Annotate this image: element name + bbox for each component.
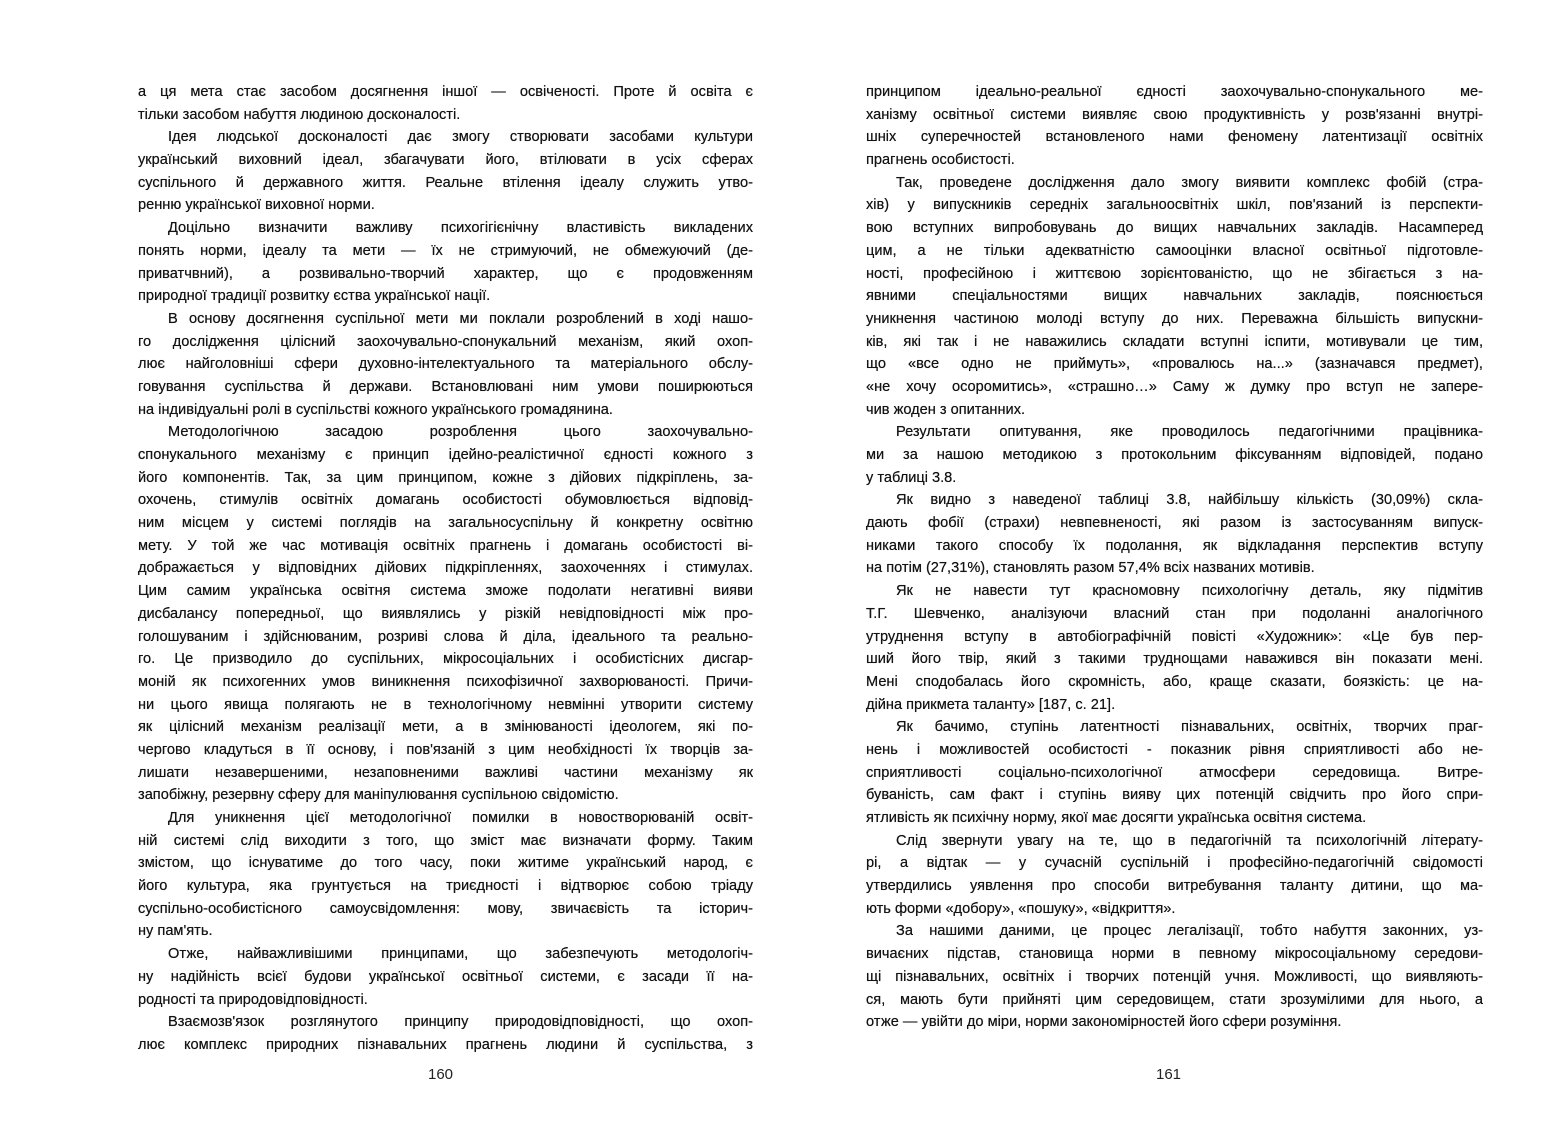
text-line: на потім (27,31%), становлять разом 57,4% всіх названих мотивів. bbox=[866, 560, 1315, 577]
text-line: Ідея людської досконалості дає змогу створювати засобами культури bbox=[168, 129, 753, 146]
text-line: дображається у відповідних дійових підкріпленнях, заохоченнях і стимулах. bbox=[138, 560, 753, 577]
text-line: «не хочу осоромитись», «страшно…» Саму ж думку про вступ не запере- bbox=[866, 378, 1483, 395]
text-line: ності, професійною і життєвою зорієнтованістю, що не збігається з на- bbox=[866, 265, 1483, 282]
text-line: За нашими даними, це процес легалізації, тобто набуття законних, уз- bbox=[896, 923, 1483, 940]
text-line: мету. У той же час мотивація освітніх прагнень і домагань особистості ві- bbox=[138, 537, 753, 554]
text-line: ни цього явища полягають не в технологічному невмінні утворити систему bbox=[138, 696, 753, 713]
text-line: ним місцем у системі поглядів на загальносуспільну й конкретну освітню bbox=[138, 515, 753, 532]
text-line: утвердились уявлення про способи витребування таланту дитини, що ма- bbox=[866, 878, 1483, 895]
text-line: ханізму освітньої системи виявляє свою продуктивність у розв'язанні внутрі- bbox=[866, 106, 1483, 123]
text-line: ми за нашою методикою з протокольним фіксуванням відповідей, подано bbox=[866, 447, 1483, 463]
text-line: спонукального механізму є принцип ідейно-реалістичної єдності кожного з bbox=[138, 447, 753, 463]
text-line: чив жоден з опитанних. bbox=[866, 401, 1026, 418]
text-line: ють форми «добору», «пошуку», «відкриття». bbox=[866, 900, 1176, 917]
text-line: Т.Г. Шевченко, аналізуючи власний стан при подоланні аналогічного bbox=[866, 605, 1483, 622]
text-line: Цим самим українська освітня система зможе подолати негативні вияви bbox=[138, 583, 753, 600]
text-line: природної традиції розвитку єства української нації. bbox=[138, 288, 491, 305]
text-line: Взаємозв'язок розглянутого принципу природовідповідності, що охоп- bbox=[168, 1014, 753, 1031]
paragraph bbox=[138, 81, 753, 126]
text-line: лишати незавершеними, незаповненими важливі частини механізму як bbox=[138, 764, 753, 781]
paragraph bbox=[866, 580, 1483, 716]
text-line: моній як психогенних умов виникнення психофізичної захворюваності. Причи- bbox=[138, 673, 753, 690]
text-line: явними спеціальностями вищих навчальних закладів, пояснюється bbox=[866, 288, 1483, 305]
left-page-text bbox=[138, 81, 753, 1057]
paragraph bbox=[138, 217, 753, 308]
text-line: як цілісний механізм реалізації мети, а в змінюваності ідеологем, які по- bbox=[138, 719, 753, 736]
text-line: родності та природовідповідності. bbox=[138, 991, 368, 1008]
text-line: Слід звернути увагу на те, що в педагогічній та психологічній літерату- bbox=[896, 832, 1483, 849]
text-line: сприятливості соціально-психологічної атмосфери середовища. Витре- bbox=[866, 764, 1483, 781]
text-line: ся, мають бути прийняті цим середовищем, стати зрозумілими для нього, а bbox=[866, 991, 1483, 1008]
text-line: Отже, найважливішими принципами, що забезпечують методологіч- bbox=[168, 946, 753, 963]
paragraph bbox=[138, 807, 753, 943]
text-line: ятливість як психічну норму, якої має досягти українська освітня система. bbox=[866, 810, 1367, 826]
text-line: Так, проведене дослідження дало змогу виявити комплекс фобій (стра- bbox=[896, 174, 1483, 191]
paragraph bbox=[866, 489, 1483, 580]
text-line: буваність, сам факт і ступінь вияву цих потенцій свідчить про його спри- bbox=[866, 787, 1483, 804]
text-line: голошуваним і здійснюваним, розриві слова й діла, ідеального та реально- bbox=[138, 628, 753, 645]
text-line: у таблиці 3.8. bbox=[866, 469, 957, 486]
text-line: ший його твір, який з такими труднощами наважився він показати мені. bbox=[866, 651, 1483, 668]
paragraph bbox=[866, 830, 1483, 921]
text-line: утруднення вступу в автобіографічній повісті «Художник»: «Це був пер- bbox=[866, 628, 1483, 645]
text-line: приватчвний), а розвивально-творчий характер, що є продовженням bbox=[138, 265, 753, 282]
paragraph bbox=[866, 81, 1483, 172]
text-line: Доцільно визначити важливу психогігієнічну властивість викладених bbox=[168, 220, 753, 237]
paragraph bbox=[138, 943, 753, 1011]
text-line: змістом, що існуватиме до того часу, поки житиме український народ, є bbox=[138, 855, 753, 872]
text-line: його культура, яка грунтується на триєдності і відтворює собою тріаду bbox=[138, 878, 753, 895]
text-line: дають фобії (страхи) невпевненості, які разом із застосуванням випуск- bbox=[866, 515, 1483, 532]
text-line: ків, які так і не наважились складати вступні іспити, мотивували це тим, bbox=[866, 333, 1483, 350]
text-line: вою вступних випробовувань до вищих навчальних закладів. Насамперед bbox=[866, 220, 1483, 237]
paragraph bbox=[138, 1011, 753, 1056]
text-line: нень і можливостей особистості - показник рівня сприятливості або не- bbox=[866, 741, 1483, 758]
text-line: чергово кладуться в її основу, і пов'язаній з цим необхідності їх творців за- bbox=[138, 741, 753, 758]
text-line: дійна прикмета таланту» [187, с. 21]. bbox=[866, 696, 1116, 713]
text-line: суспільного й державного життя. Реальне втілення ідеалу служить утво- bbox=[138, 174, 753, 191]
text-line: шніх суперечностей встановленого нами феномену латентизації освітніх bbox=[866, 129, 1483, 146]
text-line: Як видно з наведеної таблиці 3.8, найбільшу кількість (30,09%) скла- bbox=[896, 492, 1483, 509]
text-line: принципом ідеально-реальної єдності заохочувально-спонукального ме- bbox=[866, 84, 1483, 100]
text-line: Мені сподобалась його скромність, або, краще сказати, боязкість: це на- bbox=[866, 673, 1483, 690]
paragraph bbox=[138, 421, 753, 807]
text-line: Як не навести тут красномовну психологічну деталь, яку підмітив bbox=[896, 583, 1483, 600]
text-line: никами такого способу їх подолання, як відкладання перспектив вступу bbox=[866, 537, 1483, 554]
text-line: лює найголовніші сфери духовно-інтелектуального та матеріального обслу- bbox=[138, 356, 753, 373]
text-line: прагнень особистості. bbox=[866, 152, 1015, 169]
text-line: Як бачимо, ступінь латентності пізнавальних, освітніх, творчих праг- bbox=[896, 719, 1483, 736]
text-line: на індивідуальні ролі в суспільстві кожного українського громадянина. bbox=[138, 401, 613, 418]
text-line: Для уникнення цієї методологічної помилки в новостворюваній освіт- bbox=[168, 810, 753, 826]
text-line: щі пізнавальних, освітніх і творчих потенцій учня. Можливості, що виявляють- bbox=[866, 968, 1483, 985]
text-line: лює комплекс природних пізнавальних прагнень людини й суспільства, з bbox=[138, 1036, 753, 1053]
text-line: В основу досягнення суспільної мети ми поклали розроблений в ході нашо- bbox=[168, 310, 753, 327]
text-line: хів) у випускників середніх загальноосвітніх шкіл, пов'язаний із перспекти- bbox=[866, 197, 1483, 214]
text-line: говування суспільства й держави. Встановлювані ним умови поширюються bbox=[138, 378, 753, 395]
paragraph bbox=[866, 172, 1483, 422]
text-line: а ця мета стає засобом досягнення іншої — освіченості. Проте й освіта є bbox=[138, 84, 753, 100]
paragraph bbox=[866, 920, 1483, 1033]
text-line: його компонентів. Так, за цим принципом, кожне з дійових підкріплень, за- bbox=[138, 469, 753, 486]
text-line: український виховний ідеал, збагачувати його, втілювати в усіх сферах bbox=[138, 152, 753, 169]
text-line: суспільно-особистісного самоусвідомлення: мову, звичаєвість та історич- bbox=[138, 900, 753, 917]
text-line: понять норми, ідеалу та мети — їх не стримуючий, не обмежуючий (де- bbox=[138, 242, 753, 259]
page-number-left: 160 bbox=[428, 1066, 454, 1083]
text-line: Методологічною засадою розроблення цього заохочувально- bbox=[168, 424, 753, 441]
paragraph bbox=[138, 308, 753, 421]
paragraph bbox=[138, 126, 753, 217]
text-line: ну надійність всієї будови української освітньої системи, є засади її на- bbox=[138, 968, 753, 985]
text-line: тільки засобом набуття людиною досконалості. bbox=[138, 106, 461, 123]
text-line: уникнення частиною молоді вступу до них. Переважна більшість випускни- bbox=[866, 310, 1483, 327]
text-line: ренню української виховної норми. bbox=[138, 197, 375, 214]
text-line: отже — увійти до міри, норми закономірностей його сфери розуміння. bbox=[866, 1014, 1342, 1031]
text-line: що «все одно не приймуть», «провалюсь на...» (зазначався предмет), bbox=[866, 356, 1483, 373]
text-line: охочень, стимулів освітніх домагань особистості обумовлюється відповід- bbox=[138, 492, 753, 509]
paragraph bbox=[866, 421, 1483, 489]
right-page-text bbox=[866, 81, 1483, 1034]
text-line: вичаєних підстав, становища норми в певному мікросоціальному середови- bbox=[866, 946, 1483, 963]
paragraph bbox=[866, 716, 1483, 829]
text-line: рі, а відтак — у сучасній суспільній і професійно-педагогічній свідомості bbox=[866, 855, 1483, 872]
page-number-right: 161 bbox=[1156, 1066, 1182, 1083]
text-line: запобіжну, резервну сферу для маніпулювання суспільною свідомістю. bbox=[138, 787, 619, 804]
text-line: ну пам'ять. bbox=[138, 923, 213, 940]
text-line: ній системі слід виходити з того, що зміст має визначати форму. Таким bbox=[138, 832, 753, 849]
text-line: дисбалансу попередньої, що виявлялись у різкій невідповідності між про- bbox=[138, 605, 753, 622]
text-line: цим, а не тільки адекватністю самооцінки власної освітньої підготовле- bbox=[866, 242, 1483, 259]
text-line: го. Це призводило до суспільних, мікросоціальних і особистісних дисгар- bbox=[138, 651, 753, 668]
text-line: Результати опитування, яке проводилось педагогічними працівника- bbox=[896, 424, 1483, 441]
text-line: го дослідження цілісний заохочувально-спонукальний механізм, який охоп- bbox=[138, 333, 753, 350]
